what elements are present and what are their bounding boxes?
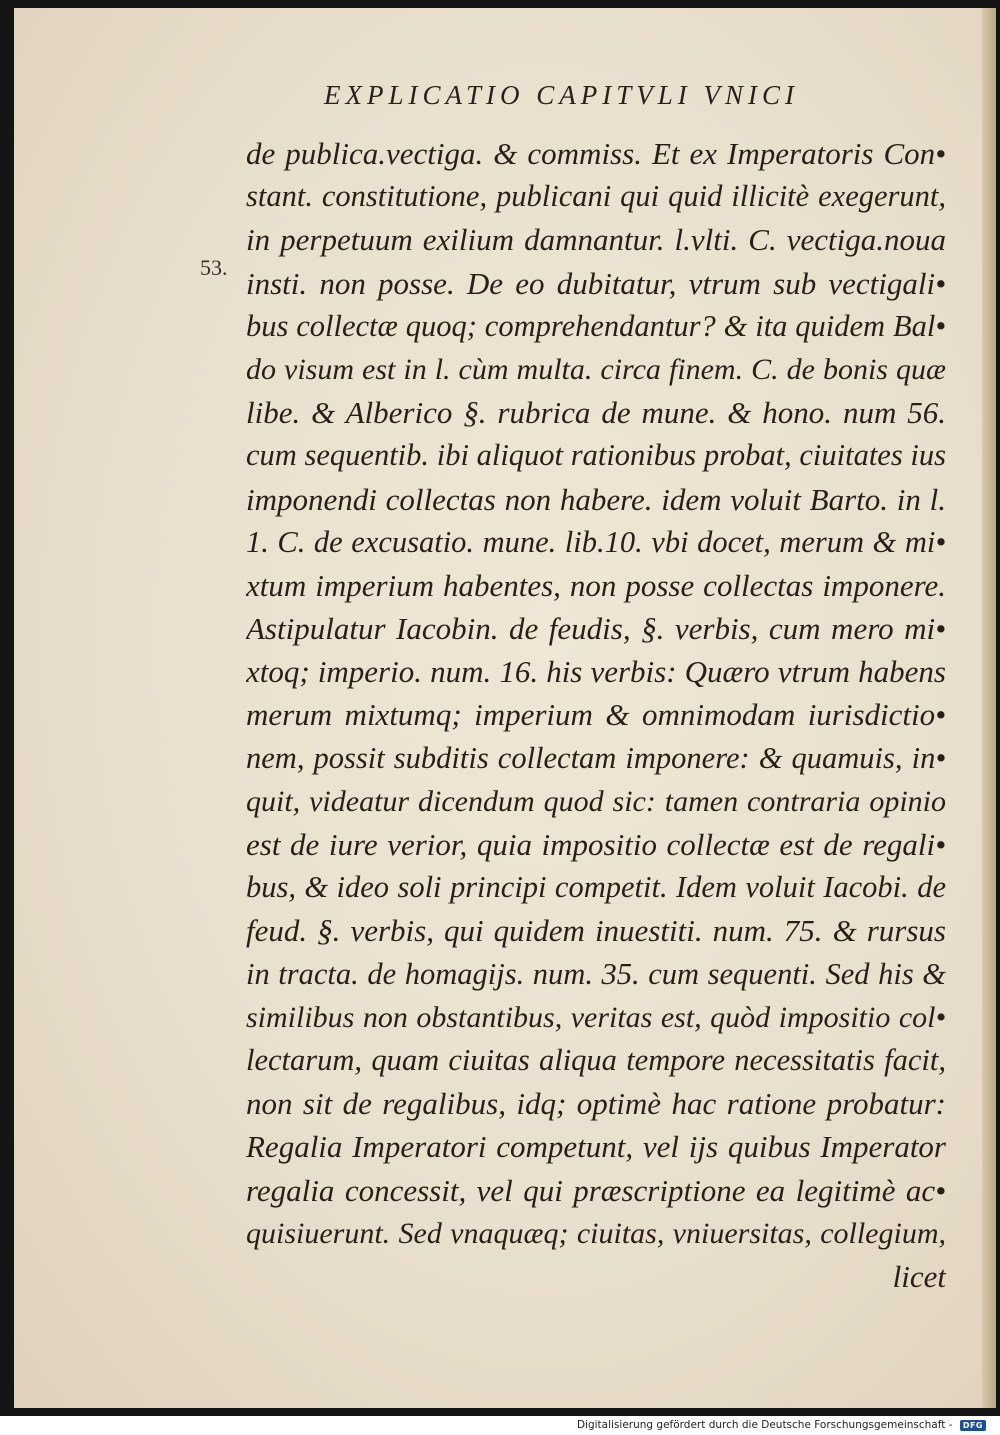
dfg-logo: DFG [960,1420,986,1431]
text-line: nem, possit subditis collectam imponere: & quamuis, in• [246,740,946,775]
text-line: regalia concessit, vel qui præscriptione ea legitimè ac• [246,1172,946,1208]
page-edge [982,8,996,1408]
text-block [246,132,946,1298]
text-line: quisiuerunt. Sed vnaquæq; ciuitas, vniuersitas, collegium, [246,1216,946,1250]
text-line: xtum imperium habentes, non posse collectas imponere. [246,567,946,603]
text-line: est de iure verior, quia impositio collectæ est de regali• [246,827,946,862]
text-line: bus, & ideo soli principi competit. Idem voluit Iacobi. de [246,870,946,905]
footer-separator: - [945,1419,956,1431]
footer [577,1419,986,1431]
text-line: xtoq; imperio. num. 16. his verbis: Quæro vtrum habens [246,654,946,690]
text-line: non sit de regalibus, idq; optimè hac ratione probatur: [246,1086,946,1122]
text-line: feud. §. verbis, qui quidem inuestiti. num. 75. & rursus [246,913,946,949]
text-line: in tracta. de homagijs. num. 35. cum sequenti. Sed his & [246,956,946,991]
text-line: lectarum, quam ciuitas aliqua tempore necessitatis facit, [246,1042,946,1077]
running-head: EXPLICATIO CAPITVLI VNICI [324,80,799,110]
text-line: in perpetuum exilium damnantur. l.vlti. C. vectiga.noua [246,222,946,258]
text-line: licet [892,1258,946,1294]
footer-credit: Digitalisierung gefördert durch die Deutsche Forschungsgemeinschaft [576,1419,946,1431]
page [14,8,982,1408]
text-line: insti. non posse. De eo dubitatur, vtrum sub vectigali• [246,265,946,301]
text-line: de publica.vectiga. & commiss. Et ex Imperatoris Con• [246,136,946,171]
text-line: imponendi collectas non habere. idem voluit Barto. in l. [246,481,946,517]
text-line: bus collectæ quoq; comprehendantur? & ita quidem Bal• [246,308,946,343]
text-line: Regalia Imperatori competunt, vel ijs quibus Imperator [246,1129,946,1165]
book-leaf [14,8,982,1408]
text-line: cum sequentib. ibi aliquot rationibus probat, ciuitates ius [246,438,946,473]
text-line: 1. C. de excusatio. mune. lib.10. vbi docet, merum & mi• [246,524,946,559]
text-line: similibus non obstantibus, veritas est, quòd impositio col• [246,1000,946,1034]
text-line: Astipulatur Iacobin. de feudis, §. verbis, cum mero mi• [246,611,946,647]
text-line: stant. constitutione, publicani qui quid illicitè exegerunt, [246,179,946,214]
text-line: do visum est in l. cùm multa. circa finem. C. de bonis quæ [246,352,946,386]
text-line: libe. & Alberico §. rubrica de mune. & hono. num 56. [246,395,946,431]
margin-note: 53. [200,255,228,280]
text-line: merum mixtumq; imperium & omnimodam iurisdictio• [246,697,946,733]
text-line: quit, videatur dicendum quod sic: tamen contraria opinio [246,784,946,818]
